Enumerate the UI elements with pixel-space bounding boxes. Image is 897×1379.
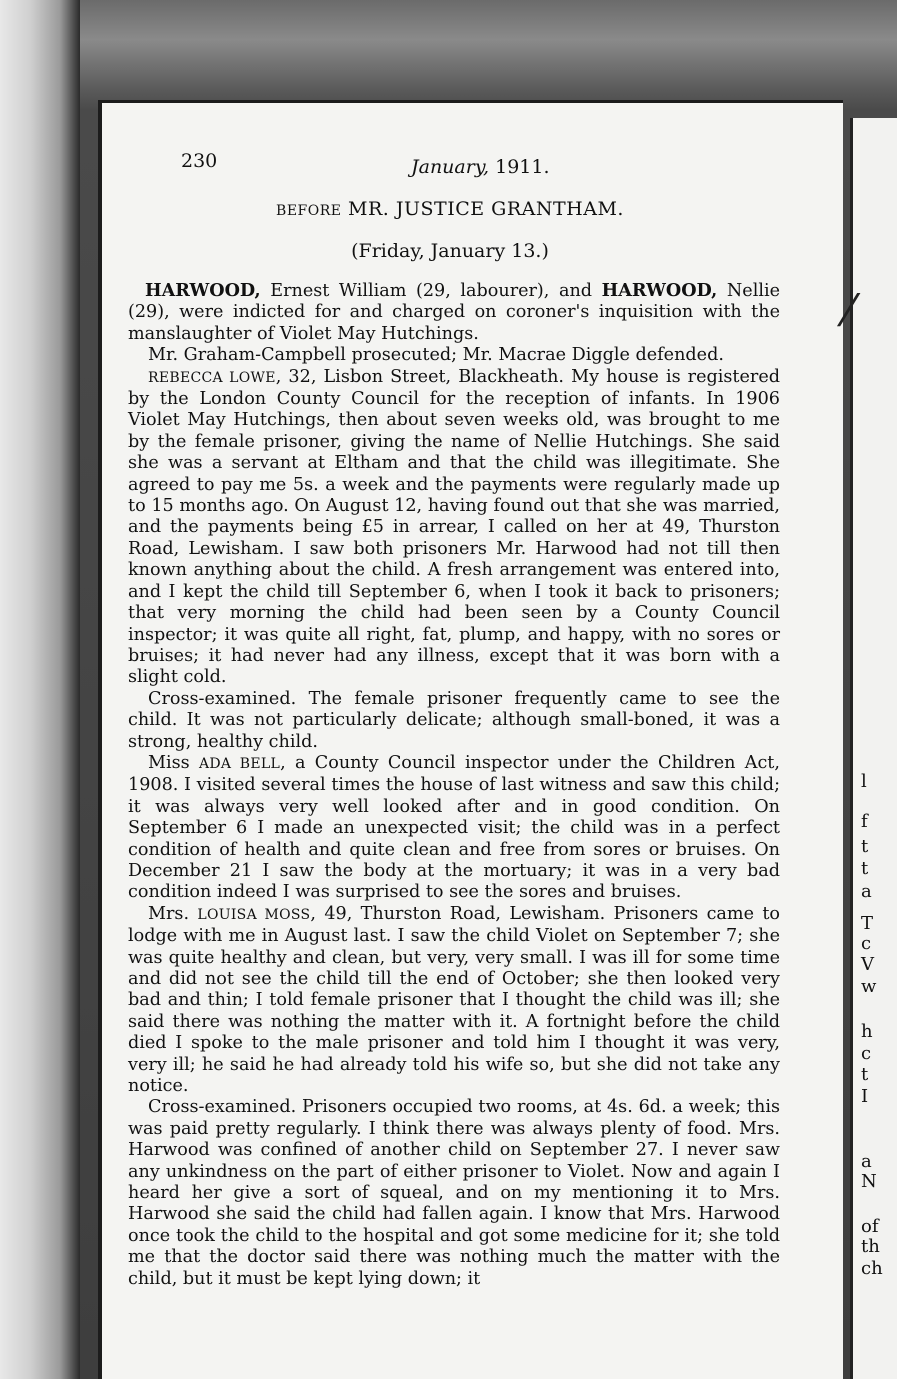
- facing-page-fragment: t: [861, 836, 869, 857]
- defendant2-surname: HARWOOD,: [601, 280, 718, 301]
- facing-page-fragment: T: [861, 913, 874, 934]
- witness-name: ADA BELL: [199, 755, 281, 772]
- report-body: [128, 280, 780, 1290]
- witness-testimony: , 49, Thurston Road, Lewisham. Prisoners came to lodge with me in August last. I saw the child Violet on September 7; she was quite healthy and clean, but very, very small. I was ill for some time and did not see the child till the end of October; she then looked very bad and thin; I told female prisoner that I thought the child was ill; she said there was nothing the matter with it. A fortnight before the child died I spoke to the male prisoner and told him I thought it was very, very ill; he said he had already told his wife so, but she did not take any notice.: [128, 903, 780, 1097]
- defendant2-details: Nellie (29), were indicted for and charged on coroner's inquisition with the manslaughter of Violet May Hutchings.: [128, 281, 780, 344]
- facing-page-fragment: h: [861, 1021, 873, 1042]
- facing-page-fragment: t: [861, 1064, 869, 1085]
- page-header: [181, 150, 821, 180]
- facing-page: [850, 118, 897, 1379]
- facing-page-fragment: t: [861, 858, 869, 879]
- facing-page-fragment: w: [861, 976, 877, 997]
- running-title: [411, 156, 550, 178]
- facing-page-fragment: of: [861, 1216, 879, 1237]
- witness-lowe-paragraph: [128, 367, 780, 689]
- indictment-paragraph: [128, 280, 780, 345]
- facing-page-fragment: a: [861, 1151, 872, 1172]
- witness-name: LOUISA MOSS: [197, 906, 311, 923]
- pencil-mark-icon: ⁄: [845, 286, 853, 337]
- sitting-date: (Friday, January 13.): [351, 240, 549, 262]
- defendant1-details: Ernest William (29, labourer), and: [260, 281, 602, 301]
- witness-moss-paragraph: [128, 904, 780, 1098]
- counsel-paragraph: Mr. Graham-Campbell prosecuted; Mr. Macrae Diggle defended.: [148, 345, 724, 366]
- cross-examination-lowe: Cross-examined. The female prisoner frequently came to see the child. It was not particularly delicate; although small-boned, it was a strong, healthy child.: [128, 688, 780, 752]
- running-title-year: 1911.: [495, 156, 550, 178]
- facing-page-fragment: th: [861, 1236, 880, 1257]
- defendant1-surname: HARWOOD,: [145, 280, 261, 301]
- facing-page-fragment: l: [861, 771, 867, 792]
- court-judge: MR. JUSTICE GRANTHAM.: [348, 198, 624, 220]
- facing-page-fragment: ch: [861, 1258, 883, 1279]
- witness-name: REBECCA LOWE: [148, 369, 276, 386]
- witness-prefix: Mrs.: [148, 903, 198, 924]
- facing-page-fragment: I: [861, 1086, 869, 1107]
- facing-page-fragment: c: [861, 933, 872, 954]
- book-edge: [0, 0, 80, 1379]
- facing-page-fragment: V: [861, 954, 874, 975]
- witness-testimony: , a County Council inspector under the Children Act, 1908. I visited several times the house of last witness and saw this child; it was always very well looked after and in good condition. On September 6 I made an unexpected visit; the child was in a perfect condition of health and quite clean and free from sores or bruises. On December 21 I saw the body at the mortuary; it was in a very bad condition indeed I was surprised to see the sores and bruises.: [128, 752, 780, 903]
- facing-page-fragment: c: [861, 1043, 872, 1064]
- running-title-month: January,: [411, 156, 490, 178]
- facing-page-fragment: a: [861, 881, 872, 902]
- court-before: BEFORE: [276, 203, 342, 219]
- witness-prefix: Miss: [148, 752, 199, 773]
- facing-page-fragment: N: [861, 1171, 877, 1192]
- witness-testimony: , 32, Lisbon Street, Blackheath. My house is registered by the London County Council for the reception of infants. In 1906 Violet May Hutchings, then about seven weeks old, was brought to me by the female prisoner, giving the name of Nellie Hutchings. She said she was a servant at Eltham and that the child was illegitimate. She agreed to pay me 5s. a week and the payments were regularly made up to 15 months ago. On August 12, having found out that she was married, and the payments being £5 in arrear, I called on her at 49, Thurston Road, Lewisham. I saw both prisoners Mr. Harwood had not till then known anything about the child. A fresh arrangement was entered into, and I kept the child till September 6, when I took it back to prisoners; that very morning the child had been seen by a County Council inspector; it was quite all right, fat, plump, and happy, with no sores or bruises; it had never had any illness, except that it was born with a slight cold.: [128, 366, 780, 688]
- facing-page-fragment: f: [861, 811, 868, 832]
- cross-examination-moss: Cross-examined. Prisoners occupied two rooms, at 4s. 6d. a week; this was paid pretty regularly. I think there was always plenty of food. Mrs. Harwood was confined of another child on September 27. I never saw any unkindness on the part of either prisoner to Violet. Now and again I heard her give a sort of squeal, and on my mentioning it to Mrs. Harwood she said the child had fallen again. I know that Mrs. Harwood once took the child to the hospital and got some medicine for it; she told me that the doctor said there was nothing much the matter with the child, but it must be kept lying down; it: [128, 1097, 780, 1289]
- page-number: 230: [181, 150, 218, 172]
- court-heading: [130, 198, 770, 220]
- witness-bell-paragraph: [128, 753, 780, 904]
